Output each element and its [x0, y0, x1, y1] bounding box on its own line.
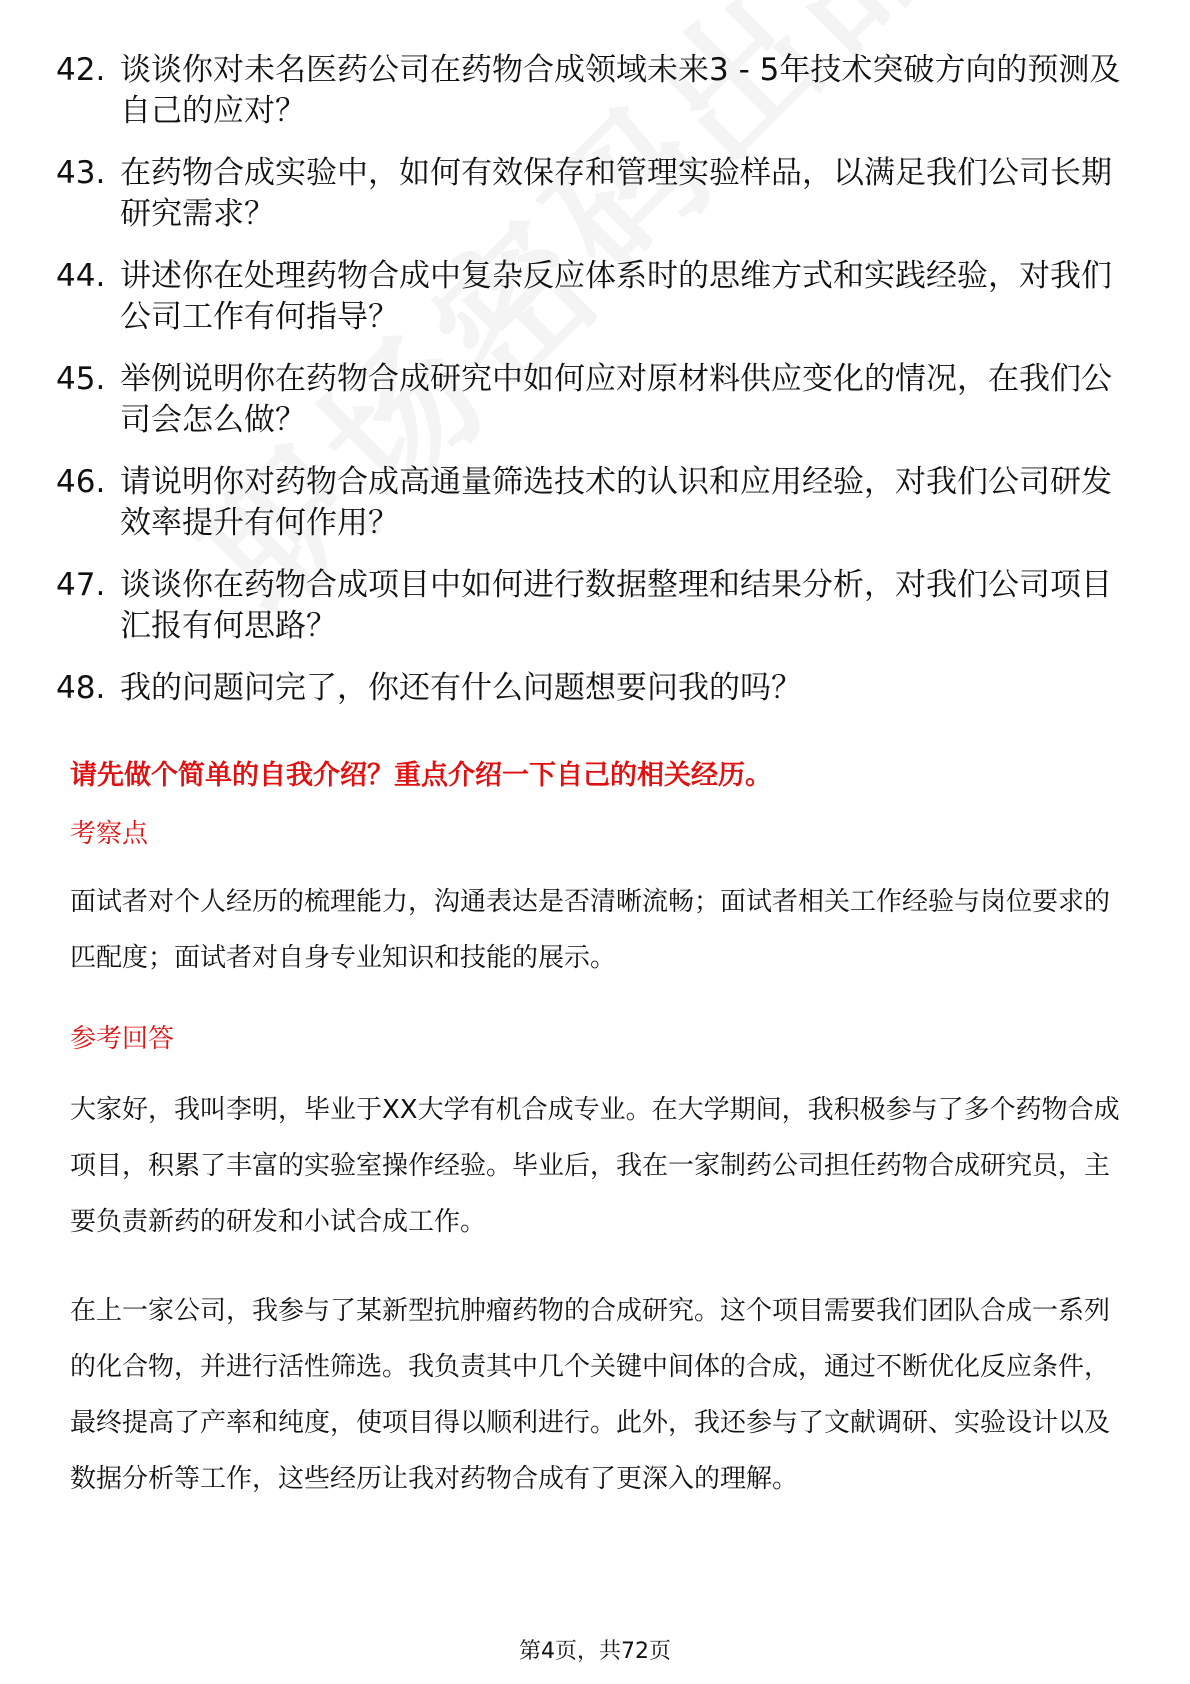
examine-label: 考察点 — [70, 819, 149, 849]
answer-paragraph-2: 在上一家公司，我参与了某新型抗肿瘤药物的合成研究。这个项目需要我们团队合成一系列的化合物，并进行活性筛选。我负责其中几个关键中间体的合成，通过不断优化反应条件，最终提高了产率和纯度，使项目得以顺利进行。此外，我还参与了文献调研、实验设计以及数据分析等工作，这些经历让我对药物合成有了更深入的理解。 — [70, 1296, 1111, 1494]
answer-paragraph-1: 大家好，我叫李明，毕业于XX大学有机合成专业。在大学期间，我积极参与了多个药物合成项目，积累了丰富的实验室操作经验。毕业后，我在一家制药公司担任药物合成研究员，主要负责新药的研发和小试合成工作。 — [70, 1095, 1120, 1237]
question-text: 请说明你对药物合成高通量筛选技术的认识和应用经验，对我们公司研发效率提升有何作用？ — [120, 464, 1112, 541]
section-title: 请先做个简单的自我介绍？重点介绍一下自己的相关经历。 — [70, 760, 772, 791]
question-number: 42. — [56, 52, 106, 88]
question-number: 44. — [56, 258, 106, 294]
question-text: 在药物合成实验中，如何有效保存和管理实验样品，以满足我们公司长期研究需求？ — [120, 155, 1112, 232]
question-text: 举例说明你在药物合成研究中如何应对原材料供应变化的情况，在我们公司会怎么做？ — [120, 361, 1112, 438]
question-text: 谈谈你在药物合成项目中如何进行数据整理和结果分析，对我们公司项目汇报有何思路？ — [120, 567, 1112, 644]
question-number: 46. — [56, 464, 106, 500]
question-number: 45. — [56, 361, 106, 397]
question-item — [56, 256, 1136, 338]
question-number: 47. — [56, 567, 106, 603]
question-item — [56, 462, 1136, 544]
question-item — [56, 668, 1136, 709]
question-number: 43. — [56, 155, 106, 191]
examine-text: 面试者对个人经历的梳理能力，沟通表达是否清晰流畅；面试者相关工作经验与岗位要求的匹配度；面试者对自身专业知识和技能的展示。 — [70, 887, 1111, 973]
question-list — [56, 50, 1136, 730]
question-item — [56, 565, 1136, 647]
question-item — [56, 153, 1136, 235]
question-item — [56, 359, 1136, 441]
page-footer: 第4页，共72页 — [519, 1639, 671, 1664]
question-item — [56, 50, 1136, 132]
question-number: 48. — [56, 670, 106, 706]
question-text: 讲述你在处理药物合成中复杂反应体系时的思维方式和实践经验，对我们公司工作有何指导？ — [120, 258, 1112, 335]
question-text: 我的问题问完了，你还有什么问题想要问我的吗？ — [120, 670, 802, 706]
answer-label: 参考回答 — [70, 1024, 175, 1054]
question-text: 谈谈你对未名医药公司在药物合成领域未来3 - 5年技术突破方向的预测及自己的应对？ — [120, 52, 1121, 129]
